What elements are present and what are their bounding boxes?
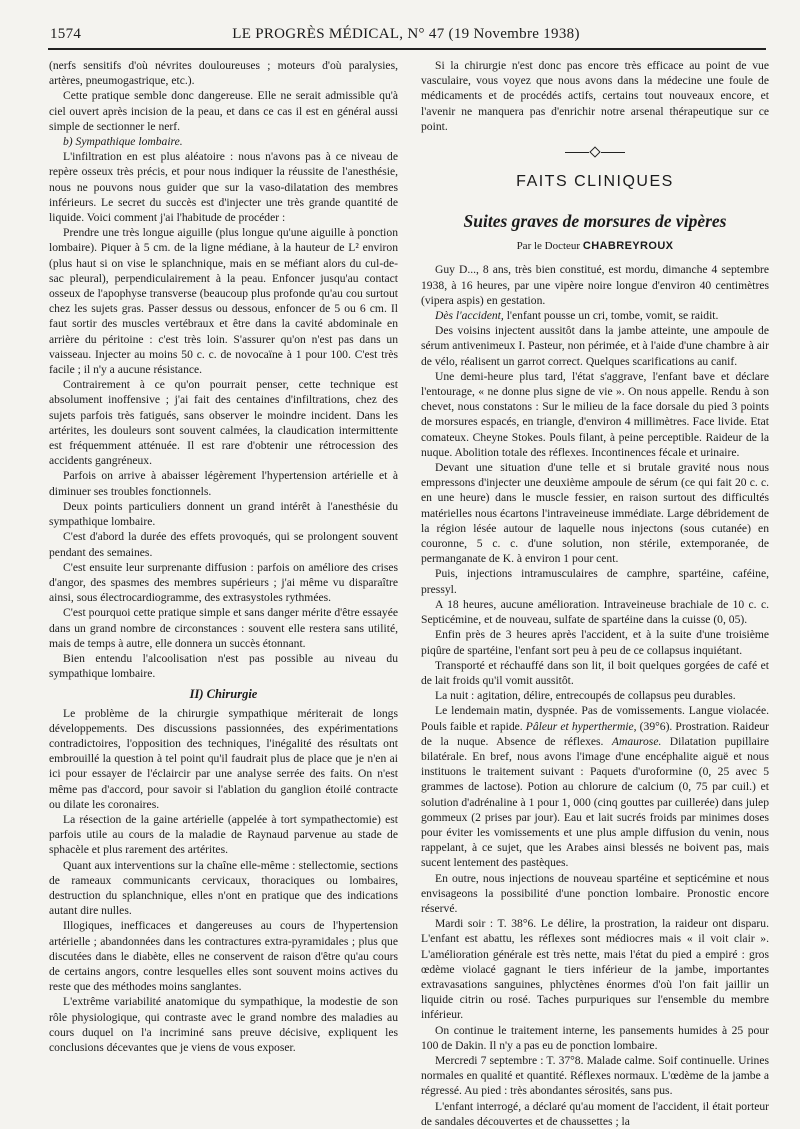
section-ornament — [565, 148, 625, 158]
emphasis: Dès l'accident, — [435, 309, 504, 323]
paragraph: La nuit : agitation, délire, entrecoupés de collapsus peu durables. — [435, 689, 736, 703]
paragraph: L'extrême variabilité anatomique du sympathique, la modestie de son rôle physiologique, qui contraste avec le grand nombre des maladies au cours duquel on l'a incriminé sans preuve décisive, expliquent les conclusions décevantes que je viens de vous exposer. — [49, 995, 398, 1054]
paragraph: Cette pratique semble donc dangereuse. Elle ne serait admissible qu'à ciel ouvert après incision de la peau, et dans ce cas il est en général aussi simple de sectionner le nerf. — [49, 89, 398, 133]
paragraph-text: Dilatation pupillaire bilatérale. En bref, nous avons l'image d'une encéphalite aiguë et nous instituons le traitement suivant : Paquets d'uroformine (0, 25 avec 5 grammes de lactose). Potion au chlorure de calcium (0, 75 par cuil.) et solution d'adrénaline à 1 pour 1, 000 (cinq gouttes par cuillerée) dans julep gommeux (2 prises par jour). Eau et lait sucrés froids par minimes doses pour éviter les vomissements et une plus ample diffusion du venin, nous rappelant, à ce sujet, que les Arabes ainsi blessés ne boivent pas, mais sucent lentement des pastèques. — [421, 734, 769, 870]
rubric-heading: FAITS CLINIQUES — [516, 173, 674, 191]
paragraph: Mardi soir : T. 38°6. Le délire, la prostration, la raideur ont disparu. L'enfant est abattu, les réflexes sont médiocres mais « il voit clair ». L'amélioration générale est très nette, mais l'état du pied a empiré : gros œdème violacé gagnant le tiers inférieur de la jambe, importantes extravasations sanguines, phlyctènes énormes d'où l'on fait jaillir un liquide citrin ou rosé. Taches purpuriques sur l'ensemble du membre inférieur. — [421, 917, 769, 1022]
paragraph: On continue le traitement interne, les pansements humides à 25 pour 100 de Dakin. Il n'y a pas eu de ponction lombaire. — [421, 1023, 769, 1052]
paragraph: Une demi-heure plus tard, l'état s'aggrave, l'enfant bave et déclare l'entourage, « ne donne plus signe de vie ». On nous appelle. Rendu à son chevet, nous constatons : Sur le milieu de la face dorsale du pied 3 points de morsures espacés, en triangle, d'environ 4 millimètres. Face livide. Etat comateux. Cheyne Stokes. Pouls filant, à peine perceptible. Raideur de la nuque. Abolition totale des réflexes. Incontinences fécale et urinaire. — [421, 369, 769, 459]
byline — [421, 239, 769, 254]
paragraph: Le problème de la chirurgie sympathique mériterait de longs développements. Des discussions passionnées, des expérimentations contradictoires, l'opposition des techniques, l'inégalité des résultats ont embrouillé la question à tel point qu'il faudrait plus de place que je n'en ai ici pour essayer de l'éclaircir par une analyse serrée des faits. On n'est même pas d'accord, pour savoir si l'ablation du ganglion étoilé contracte ou dilate les coronaires. — [49, 706, 398, 811]
paragraph: Bien entendu l'alcoolisation n'est pas possible au niveau du sympathique lombaire. — [49, 651, 398, 681]
right-column — [421, 58, 769, 1129]
paragraph: Puis, injections intramusculaires de camphre, spartéine, caféine, pressyl. — [421, 567, 769, 596]
byline-author: CHABREYROUX — [582, 240, 674, 253]
paragraph: Deux points particuliers donnent un grand intérêt à l'anesthésie du sympathique lombaire. — [49, 499, 398, 529]
paragraph: Guy D..., 8 ans, très bien constitué, est mordu, dimanche 4 septembre 1938, à 16 heures, par une vipère noire longue d'environ 40 centimètres (vipera aspis) en gestation. — [421, 263, 769, 307]
article-title: Suites graves de morsures de vipères — [463, 211, 727, 232]
paragraph: L'infiltration en est plus aléatoire : nous n'avons pas à ce niveau de repère osseux très précis, et pour nous indiquer la réussite de l'anesthésie, nous ne pouvons nous guider que sur la vaso-dilatation des membres inférieurs. Le secret du succès est d'injecter une très grande quantité de liquide. Voici comment j'ai l'habitude de procéder : — [49, 150, 398, 225]
paragraph: En outre, nous injections de nouveau spartéine et septicémine et nous envisageons la possibilité d'une ponction lombaire. Pronostic encore réservé. — [421, 871, 769, 915]
paragraph-text: (39°6). Prostration. Raideur de la nuque. Absence de réflexes. — [421, 719, 769, 748]
emphasis: Pâleur et hyperthermie, — [525, 719, 637, 733]
header-rule — [48, 48, 766, 50]
left-column — [49, 58, 398, 1055]
paragraph: C'est d'abord la durée des effets provoqués, qui se prolongent souvent pendant des semaines. — [49, 530, 398, 559]
paragraph: Devant une situation d'une telle et si brutale gravité nous nous empressons d'injecter une deuxième ampoule de sérum (ce qui fait 20 c. c. en une heure) dans le muscle fessier, en raison surtout des difficultés matérielles nous écartons l'intraveineuse immédiate. Large débridement de la région lésée autour de laquelle nous injectons (sous cutanée) en couronne, 5 c. c. d'une solution, non stérile, extemporanée, de permanganate de K. à environ 1 pour cent. — [421, 461, 769, 566]
paragraph: Mercredi 7 septembre : T. 37°8. Malade calme. Soif continuelle. Urines normales en qualité et quantité. Réflexes normaux. L'œdème de la jambe a régressé. Au pied : très abondantes sérosités, sans pus. — [421, 1053, 769, 1098]
page-number: 1574 — [50, 26, 82, 42]
running-header — [50, 26, 762, 46]
byline-prefix: Par le Docteur — [516, 240, 581, 253]
paragraph: C'est ensuite leur surprenante diffusion : parfois on améliore des crises d'angor, des spasmes des membres supérieurs ; j'ai même vu disparaître ainsi, sous électrocardiogramme, des extrasystoles rythmées. — [49, 560, 398, 605]
paragraph: Des voisins injectent aussitôt dans la jambe atteinte, une ampoule de sérum antivenimeux I. Pasteur, non périmée, et à l'aide d'une chambre à air de vélo, réalisent un garrot correct. Quelques scarifications au canif. — [421, 324, 769, 368]
paragraph: Si la chirurgie n'est donc pas encore très efficace au point de vue vasculaire, vous voyez que nous avons dans la médecine une foule de médicaments et de procédés actifs, certains tout nouveaux encore, et l'avenir ne manquera pas d'enrichir notre arsenal thérapeutique sur ce point. — [421, 59, 769, 133]
paragraph: Transporté et réchauffé dans son lit, il boit quelques gorgées de café et de lait froids qu'il vomit aussitôt. — [421, 658, 769, 687]
paragraph: Contrairement à ce qu'on pourrait penser, cette technique est absolument inoffensive ; j'ai fait des centaines d'infiltrations, chez des sujets parfois très fatigués, sans observer le moindre incident. Dans les artérites, les douleurs sont souvent calmées, la claudication intermittente est fréquemment atténuée. Il est rare d'obtenir une rétrocession des accidents gangréneux. — [49, 378, 398, 468]
paragraph: L'enfant interrogé, a déclaré qu'au moment de l'accident, il était porteur de sandales découvertes et de chaussettes ; la — [421, 1099, 769, 1128]
paragraph-text: Le lendemain matin, dyspnée. Pas de vomissements. Langue violacée. Pouls faible et rapide. — [421, 704, 769, 733]
paragraph-text: l'enfant pousse un cri, tombe, vomit, se raidit. — [503, 309, 719, 323]
emphasis: Amaurose. — [611, 734, 662, 748]
paragraph — [421, 703, 769, 870]
paragraph: Illogiques, inefficaces et dangereuses au cours de l'hypertension artérielle ; abandonnées dans les contractures extra-pyramidales ; plus que discutées dans le diabète, elles ne conservent de raison d'être qu'au cours de certains angors, contre lesquelles elles sont souvent moins actives du reste que des méthodes moins sanglantes. — [49, 919, 398, 994]
paragraph: Enfin près de 3 heures après l'accident, et à la suite d'une troisième piqûre de spartéine, l'enfant sort peu à peu de ce collapsus inquiétant. — [421, 628, 769, 657]
paragraph: (nerfs sensitifs d'où névrites douloureuses ; moteurs d'où paralysies, artères, pneumogastrique, etc.). — [49, 59, 398, 88]
paragraph: Parfois on arrive à abaisser légèrement l'hypertension artérielle et à diminuer ses troubles fonctionnels. — [49, 469, 398, 498]
section-heading: II) Chirurgie — [189, 687, 258, 702]
paragraph: Prendre une très longue aiguille (plus longue qu'une aiguille à ponction lombaire). Piquer à 5 cm. de la ligne médiane, à la hauteur de L² environ (plus haut si on vise le splanchnique, mais en se méfiant alors du cul-de-sac pleural), perpendiculairement à la peau. Enfoncer jusqu'au contact osseux de l'apophyse transverse (beaucoup plus profonde qu'au cou surtout chez les sujets gras. Passer dessus ou dessous, enfoncer de 5 ou 6 cm. Il faut sortir des muscles vertébraux et être dans la cavité abdominale en arrière du péritoine : c'est très loin. S'assurer qu'on n'est pas dans un vaisseau. Injecter au moins 50 c. c. de novocaïne à 1 pour 100. C'est très facile ; il n'y a aucune résistance. — [49, 226, 398, 377]
paragraph — [421, 308, 769, 323]
running-title: LE PROGRÈS MÉDICAL, N° 47 (19 Novembre 1938) — [232, 26, 580, 42]
paragraph: A 18 heures, aucune amélioration. Intraveineuse brachiale de 10 c. c. Septicémine, et de nouveau, sulfate de spartéine dans la cuisse (0, 05). — [421, 597, 769, 627]
subheading: b) Sympathique lombaire. — [63, 135, 183, 149]
paragraph: Quant aux interventions sur la chaîne elle-même : stellectomie, sections de rameaux communicants cervicaux, thoraciques ou lombaires, destruction du splanchnique, elles n'ont en pratique que des indications autant dire nulles. — [49, 858, 398, 918]
paragraph: La résection de la gaine artérielle (appelée à tort sympathectomie) est parfois utile au cours de la maladie de Raynaud parvenue au stade de sphacèle et plus rarement des artérites. — [49, 812, 398, 857]
paragraph: C'est pourquoi cette pratique simple et sans danger mérite d'être essayée dans un grand nombre de circonstances : souvent elle restera sans utilité, mais de temps à autre, elle donnera un succès étonnant. — [49, 606, 398, 650]
